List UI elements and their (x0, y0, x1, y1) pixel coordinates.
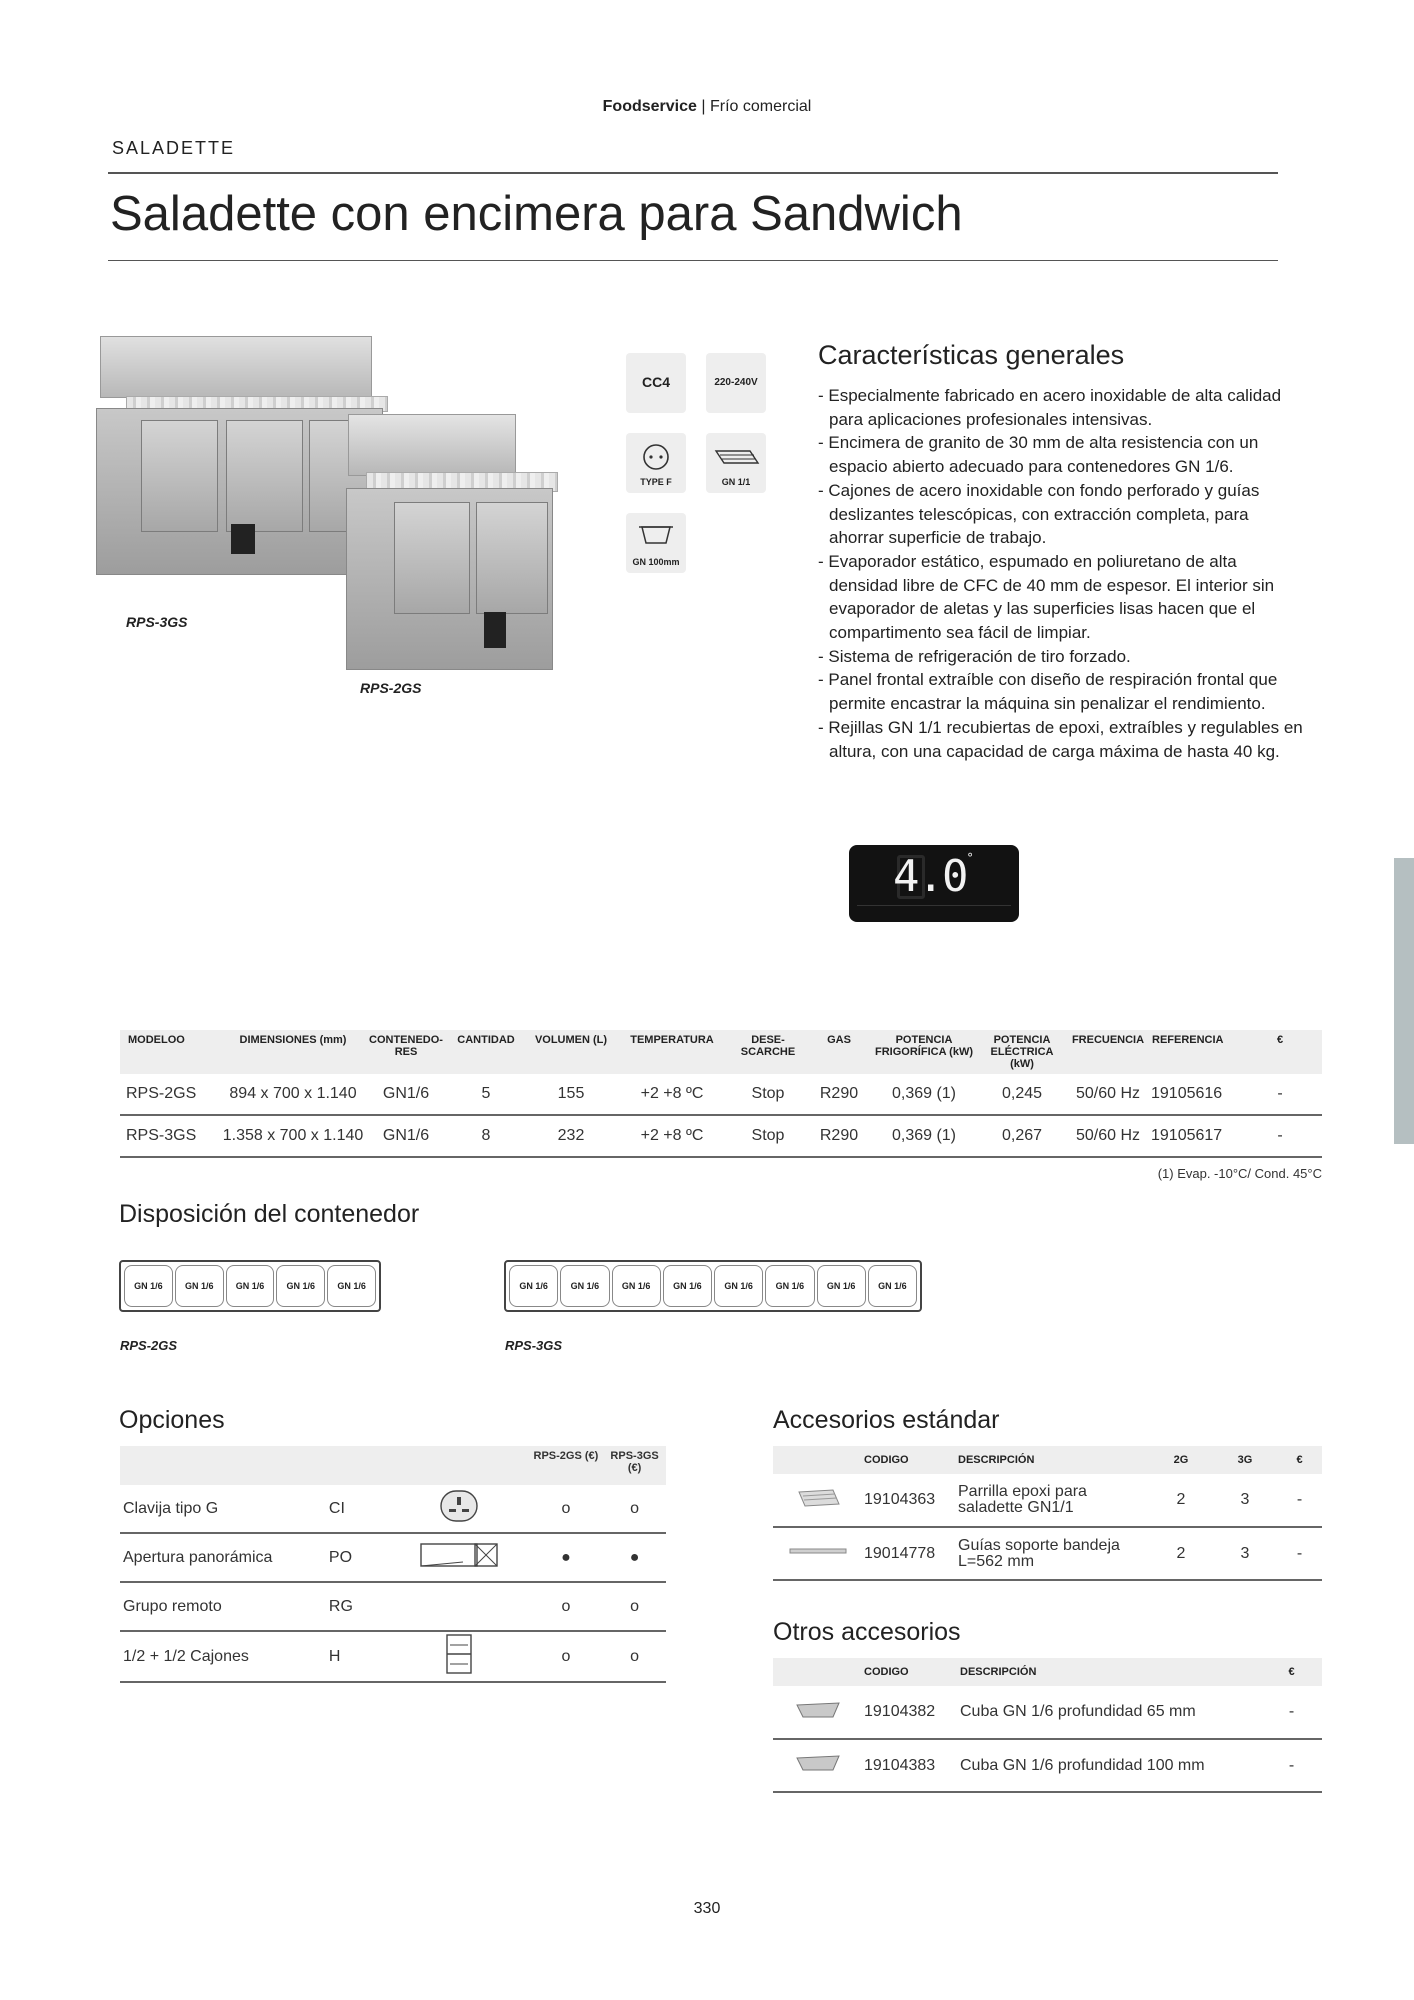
options-col-rps-2gs: RPS-2GS (€) (529, 1446, 603, 1485)
characteristics-list (818, 384, 1308, 763)
table-row (120, 1485, 666, 1533)
option-name: 1/2 + 1/2 Cajones (120, 1631, 328, 1682)
option-code: CI (328, 1485, 389, 1533)
characteristic-item: - Especialmente fabricado en acero inoxidable de alta calidad para aplicaciones profesionales intensivas. (818, 386, 1282, 429)
options-header-row (120, 1446, 666, 1485)
option-value: o (603, 1485, 666, 1533)
acc-description: Cuba GN 1/6 profundidad 100 mm (959, 1739, 1261, 1792)
acc-header: € (1277, 1446, 1322, 1474)
other-accessories-title: Otros accesorios (773, 1618, 961, 1646)
characteristic-item: - Sistema de refrigeración de tiro forzado. (818, 646, 1131, 666)
gn-1-6-cell: GN 1/6 (868, 1265, 917, 1307)
acc-code: 19104363 (863, 1474, 957, 1527)
table-row (773, 1739, 1322, 1792)
option-value: o (603, 1582, 666, 1631)
spec-header: € (1238, 1030, 1322, 1074)
product-label-rps-3gs: RPS-3GS (126, 614, 188, 630)
header-category: Frío comercial (709, 98, 812, 115)
other-accessories-header-row (773, 1658, 1322, 1686)
page-header (0, 98, 1414, 116)
half-drawers-icon (389, 1631, 529, 1682)
gn-1-6-cell: GN 1/6 (226, 1265, 275, 1307)
spec-header: CONTENEDO-RES (366, 1030, 446, 1074)
gn-1-1-grid-icon: GN 1/1 (706, 433, 766, 493)
characteristic-item: - Rejillas GN 1/1 recubiertas de epoxi, extraíbles y regulables en altura, con una capacidad de carga máxima de hasta 40 kg. (818, 717, 1303, 761)
option-value: ● (603, 1533, 666, 1582)
product-image-rps-2gs (346, 414, 558, 672)
gn-1-6-cell: GN 1/6 (276, 1265, 325, 1307)
spec-cell: 0,267 (978, 1115, 1066, 1157)
spec-cell: R290 (808, 1115, 870, 1157)
options-title: Opciones (119, 1406, 225, 1434)
spec-cell: 894 x 700 x 1.140 (220, 1074, 366, 1115)
spec-table (120, 1030, 1322, 1158)
option-value: o (603, 1631, 666, 1682)
acc-header: 3G (1213, 1446, 1277, 1474)
tray-guide-icon (773, 1527, 863, 1580)
standard-accessories-title: Accesorios estándar (773, 1406, 1000, 1434)
rule-top (108, 172, 1278, 174)
spec-cell: +2 +8 ºC (616, 1074, 728, 1115)
spec-header: DESE-SCARCHE (728, 1030, 808, 1074)
spec-header: TEMPERATURA (616, 1030, 728, 1074)
gn-1-6-cell: GN 1/6 (124, 1265, 173, 1307)
page-title: Saladette con encimera para Sandwich (110, 187, 963, 241)
gn-1-6-cell: GN 1/6 (509, 1265, 558, 1307)
acc-code: 19104382 (863, 1686, 959, 1739)
spec-cell: 155 (526, 1074, 616, 1115)
gn-1-6-cell: GN 1/6 (327, 1265, 376, 1307)
spec-cell: Stop (728, 1074, 808, 1115)
spec-header: FRECUENCIA (1066, 1030, 1150, 1074)
spec-header: VOLUMEN (L) (526, 1030, 616, 1074)
spec-header: DIMENSIONES (mm) (220, 1030, 366, 1074)
rule-title (108, 260, 1278, 261)
gn-1-6-cell: GN 1/6 (714, 1265, 763, 1307)
options-col-rps-3gs: RPS-3GS (€) (603, 1446, 666, 1485)
epoxy-grid-icon (773, 1474, 863, 1527)
acc-header: € (1261, 1658, 1322, 1686)
spec-cell: 1.358 x 700 x 1.140 (220, 1115, 366, 1157)
gn-1-6-cell: GN 1/6 (765, 1265, 814, 1307)
option-value: o (529, 1631, 603, 1682)
spec-cell: 50/60 Hz (1066, 1115, 1150, 1157)
spec-header: POTENCIA FRIGORÍFICA (kW) (870, 1030, 978, 1074)
acc-description: Cuba GN 1/6 profundidad 65 mm (959, 1686, 1261, 1739)
spec-cell: 232 (526, 1115, 616, 1157)
characteristic-item: - Panel frontal extraíble con diseño de respiración frontal que permite encastrar la máquina sin penalizar el rendimiento. (818, 670, 1278, 714)
acc-price: - (1261, 1739, 1322, 1792)
acc-price: - (1277, 1527, 1322, 1580)
gn-1-6-cell: GN 1/6 (175, 1265, 224, 1307)
option-value: o (529, 1582, 603, 1631)
characteristic-item: - Encimera de granito de 30 mm de alta resistencia con un espacio abierto adecuado para contenedores GN 1/6. (818, 433, 1259, 477)
container-label-rps-3gs: RPS-3GS (505, 1338, 563, 1353)
page-number: 330 (693, 1900, 721, 1917)
option-code: H (328, 1631, 389, 1682)
spec-cell: - (1238, 1115, 1322, 1157)
table-row (773, 1686, 1322, 1739)
acc-header: 2G (1149, 1446, 1213, 1474)
spec-cell: 0,369 (1) (870, 1074, 978, 1115)
spec-cell: - (1238, 1074, 1322, 1115)
standard-accessories-header-row (773, 1446, 1322, 1474)
spec-header: REFERENCIA (1150, 1030, 1238, 1074)
gn-1-6-cell: GN 1/6 (817, 1265, 866, 1307)
spec-header: CANTIDAD (446, 1030, 526, 1074)
spec-header: MODELOO (120, 1030, 220, 1074)
spec-cell: 5 (446, 1074, 526, 1115)
option-name: Apertura panorámica (120, 1533, 328, 1582)
table-row (120, 1582, 666, 1631)
spec-footnote: (1) Evap. -10°C/ Cond. 45°C (1157, 1166, 1322, 1181)
side-tab-marker (1394, 858, 1414, 1144)
option-code: PO (328, 1533, 389, 1582)
spec-cell: Stop (728, 1115, 808, 1157)
option-name: Grupo remoto (120, 1582, 328, 1631)
gn-pan-icon (773, 1686, 863, 1739)
acc-qty: 3 (1213, 1527, 1277, 1580)
other-accessories-table (773, 1658, 1322, 1793)
product-image-rps-3gs (96, 336, 386, 576)
options-table (120, 1446, 666, 1683)
option-value: ● (529, 1533, 603, 1582)
temperature-display (849, 845, 1019, 922)
table-row (773, 1527, 1322, 1580)
plug-type-g-icon (389, 1485, 529, 1533)
voltage-icon: 220-240V (706, 353, 766, 413)
table-row (120, 1115, 1322, 1157)
spec-cell: 19105616 (1150, 1074, 1238, 1115)
characteristics-title: Características generales (818, 340, 1125, 370)
spec-cell: RPS-2GS (120, 1074, 220, 1115)
gn-1-6-cell: GN 1/6 (560, 1265, 609, 1307)
spec-cell: GN1/6 (366, 1074, 446, 1115)
spec-cell: RPS-3GS (120, 1115, 220, 1157)
gn-pan-icon (773, 1739, 863, 1792)
table-row (120, 1533, 666, 1582)
acc-qty: 3 (1213, 1474, 1277, 1527)
acc-code: 19014778 (863, 1527, 957, 1580)
acc-header: DESCRIPCIÓN (957, 1446, 1149, 1474)
spec-cell: 0,245 (978, 1074, 1066, 1115)
standard-accessories-table (773, 1446, 1322, 1581)
acc-price: - (1277, 1474, 1322, 1527)
display-reading: 4.0° (893, 851, 972, 902)
container-layout-rps-3gs (504, 1260, 922, 1312)
acc-description: Parrilla epoxi para saladette GN1/1 (957, 1474, 1149, 1527)
spec-cell: R290 (808, 1074, 870, 1115)
header-brand: Foodservice (602, 98, 697, 115)
container-layout-rps-2gs (119, 1260, 381, 1312)
header-separator: | (696, 98, 710, 115)
acc-qty: 2 (1149, 1474, 1213, 1527)
option-name: Clavija tipo G (120, 1485, 328, 1533)
acc-code: 19104383 (863, 1739, 959, 1792)
gn-1-6-cell: GN 1/6 (612, 1265, 661, 1307)
acc-description: Guías soporte bandeja L=562 mm (957, 1527, 1149, 1580)
spec-header: GAS (808, 1030, 870, 1074)
spec-cell: 19105617 (1150, 1115, 1238, 1157)
section-label: SALADETTE (112, 138, 236, 158)
spec-header: POTENCIA ELÉCTRICA (kW) (978, 1030, 1066, 1074)
characteristic-item: - Cajones de acero inoxidable con fondo perforado y guías deslizantes telescópicas, con extracción completa, para ahorrar superficie de trabajo. (818, 480, 1260, 548)
characteristic-item: - Evaporador estático, espumado en poliuretano de alta densidad libre de CFC de 40 mm de espesor. El interior sin evaporador de aletas y las superficies lisas hacen que el compartimento sea fácil de limpiar. (818, 551, 1275, 643)
display-button-row (857, 905, 1011, 918)
acc-qty: 2 (1149, 1527, 1213, 1580)
acc-header: DESCRIPCIÓN (959, 1658, 1261, 1686)
table-row (120, 1631, 666, 1682)
acc-price: - (1261, 1686, 1322, 1739)
spec-cell: 0,369 (1) (870, 1115, 978, 1157)
acc-header: CODIGO (863, 1446, 957, 1474)
option-code: RG (328, 1582, 389, 1631)
spec-cell: GN1/6 (366, 1115, 446, 1157)
gn-100mm-tray-icon: GN 100mm (626, 513, 686, 573)
product-label-rps-2gs: RPS-2GS (360, 680, 422, 696)
gn-1-6-cell: GN 1/6 (663, 1265, 712, 1307)
table-row (120, 1074, 1322, 1115)
spec-cell: 8 (446, 1115, 526, 1157)
panoramic-opening-icon (389, 1533, 529, 1582)
spec-cell: +2 +8 ºC (616, 1115, 728, 1157)
acc-header: CODIGO (863, 1658, 959, 1686)
table-row (773, 1474, 1322, 1527)
plug-type-f-icon: TYPE F (626, 433, 686, 493)
cc4-icon: CC4 (626, 353, 686, 413)
container-layout-title: Disposición del contenedor (119, 1200, 420, 1228)
spec-cell: 50/60 Hz (1066, 1074, 1150, 1115)
option-value: o (529, 1485, 603, 1533)
spec-header-row (120, 1030, 1322, 1074)
container-label-rps-2gs: RPS-2GS (120, 1338, 178, 1353)
